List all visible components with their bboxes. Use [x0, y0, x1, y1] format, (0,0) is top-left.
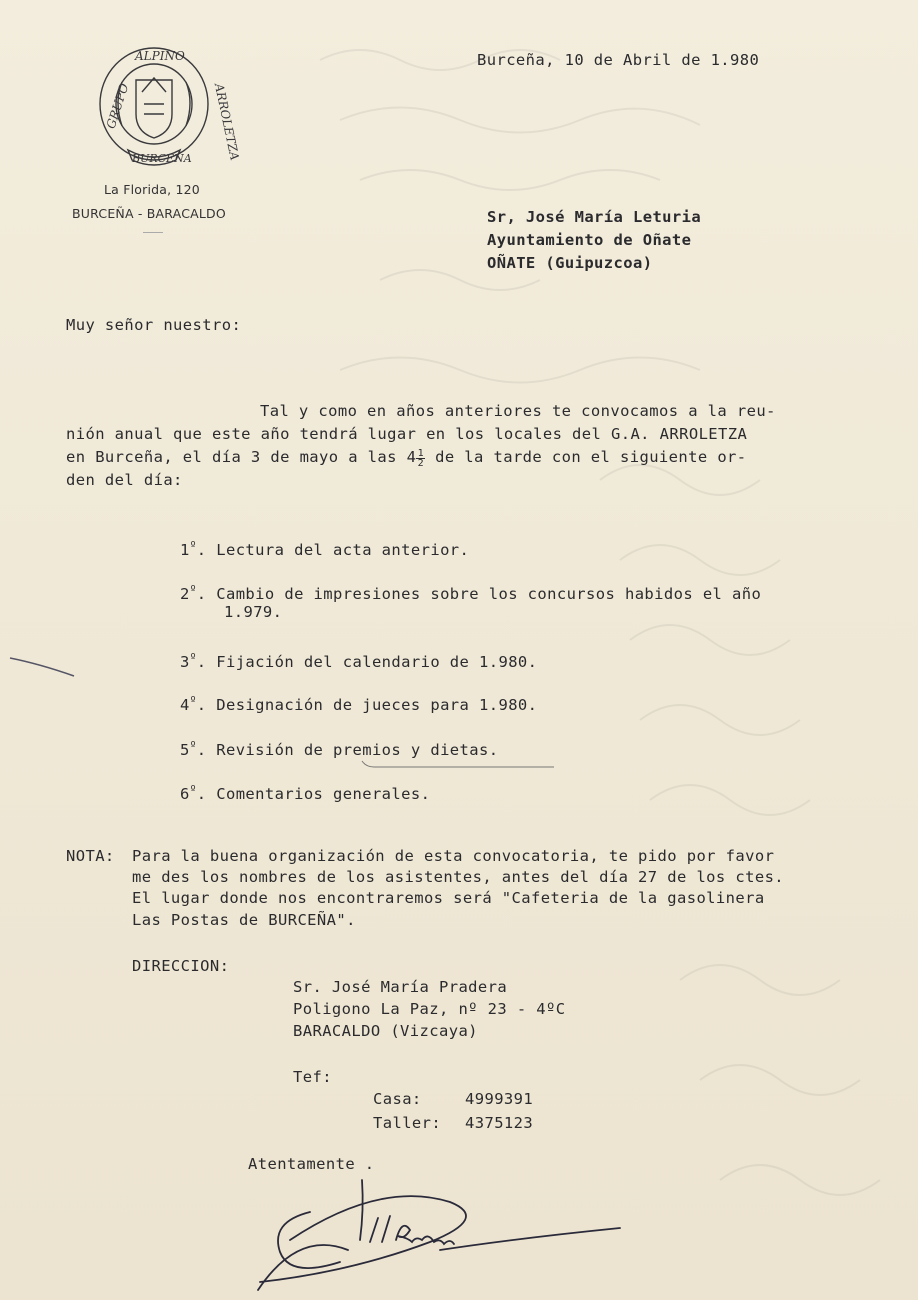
svg-text:GRUPO: GRUPO: [103, 81, 132, 131]
taller-label: Taller:: [373, 1114, 442, 1132]
body-line: en Burceña, el día 3 de mayo a las 4 $\frac{1}{2}$ de la tarde con el siguiente or-: [66, 448, 747, 469]
direccion-name: Sr. José María Pradera: [293, 978, 508, 996]
svg-text:ALPINO: ALPINO: [135, 49, 185, 63]
recipient-institution: Ayuntamiento de Oñate: [487, 231, 692, 249]
letterhead-address-line1: La Florida, 120: [104, 182, 200, 197]
direccion-label: DIRECCION:: [132, 957, 230, 975]
nota-line: Para la buena organización de esta convocatoria, te pido por favor: [132, 847, 775, 865]
nota-line: Las Postas de BURCEÑA".: [132, 911, 356, 929]
direccion-street: Poligono La Paz, nº 23 - 4ºC: [293, 1000, 566, 1018]
divider: [143, 232, 163, 233]
club-seal-logo: [92, 42, 242, 172]
svg-text:BURCEÑA: BURCEÑA: [132, 152, 192, 165]
nota-line: me des los nombres de los asistentes, antes del día 27 de los ctes.: [132, 868, 785, 886]
body-line: den del día:: [66, 471, 183, 489]
fraction-half: $\frac{1}{2}$: [417, 448, 425, 469]
agenda-item: $5^º$. Revisión de premios y dietas.: [180, 739, 499, 759]
closing: Atentamente .: [248, 1155, 375, 1173]
agenda-item-continuation: 1.979.: [224, 603, 283, 621]
agenda-item: $2^º$. Cambio de impresiones sobre los concursos habidos el año: [180, 583, 762, 603]
direccion-city: BARACALDO (Vizcaya): [293, 1022, 478, 1040]
nota-label: NOTA:: [66, 847, 115, 865]
agenda-item: $4^º$. Designación de jueces para 1.980.: [180, 694, 538, 714]
agenda-item: $1^º$. Lectura del acta anterior.: [180, 539, 470, 559]
taller-phone: 4375123: [465, 1114, 534, 1132]
casa-label: Casa:: [373, 1090, 422, 1108]
casa-phone: 4999391: [465, 1090, 534, 1108]
recipient-name: Sr, José María Leturia: [487, 208, 702, 226]
telefono-label: Tef:: [293, 1068, 332, 1086]
recipient-city: OÑATE (Guipuzcoa): [487, 254, 653, 272]
pencil-mark: [8, 652, 78, 682]
underline-mark: [360, 758, 560, 770]
agenda-item: $3^º$. Fijación del calendario de 1.980.: [180, 651, 538, 671]
date-line: Burceña, 10 de Abril de 1.980: [477, 51, 760, 69]
letterhead-address-line2: BURCEÑA - BARACALDO: [72, 206, 226, 221]
svg-text:ARROLETZA: ARROLETZA: [211, 82, 242, 162]
salutation: Muy señor nuestro:: [66, 316, 242, 334]
handwritten-signature: [250, 1170, 630, 1300]
body-line: Tal y como en años anteriores te convocamos a la reu-: [260, 402, 776, 420]
agenda-item: $6^º$. Comentarios generales.: [180, 783, 431, 803]
body-line: nión anual que este año tendrá lugar en los locales del G.A. ARROLETZA: [66, 425, 748, 443]
nota-line: El lugar donde nos encontraremos será "Cafeteria de la gasolinera: [132, 889, 765, 907]
